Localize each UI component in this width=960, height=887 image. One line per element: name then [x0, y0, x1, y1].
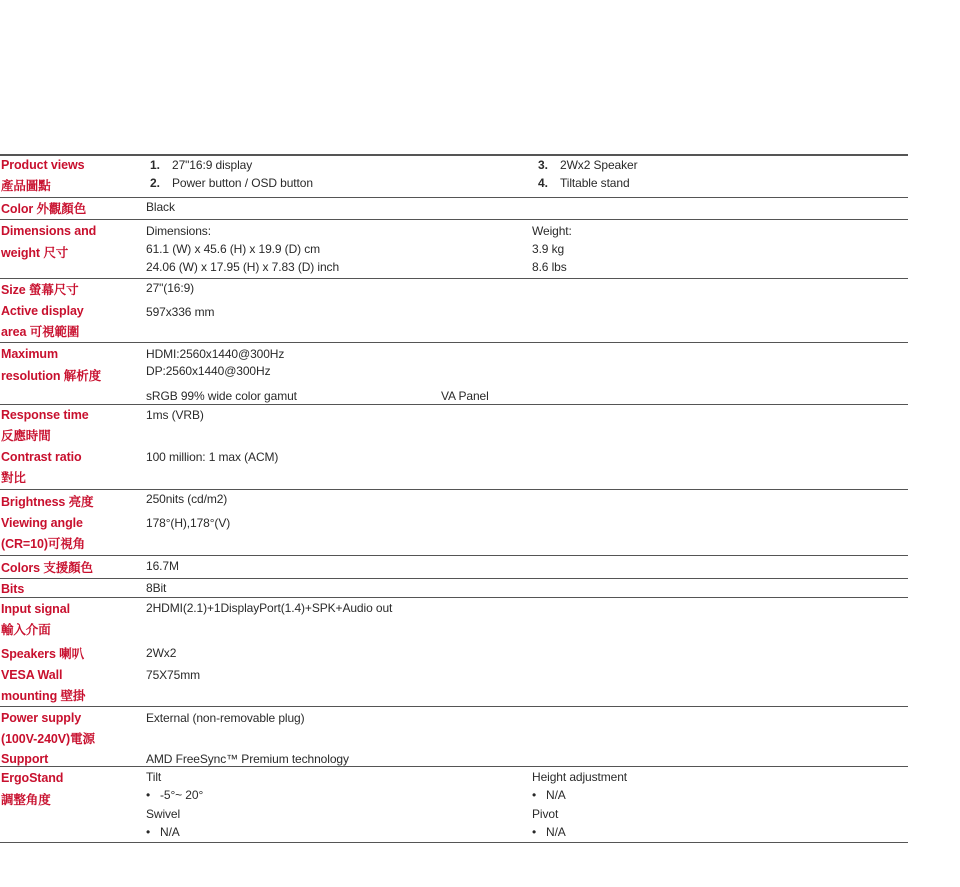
product-views-label-zh: 產品圖點: [1, 179, 51, 193]
weight-kg: 3.9 kg: [532, 242, 565, 256]
pivot-value: [532, 824, 566, 840]
dimensions-inch: 24.06 (W) x 17.95 (H) x 7.83 (D) inch: [146, 260, 340, 274]
pivot-range: N/A: [546, 825, 566, 839]
vesa-label: VESA Wall: [1, 668, 63, 682]
product-view-item-4: [538, 175, 630, 191]
ergostand-label: ErgoStand: [1, 771, 64, 785]
row-divider: [0, 766, 908, 767]
input-signal-label-line2: 輸入介面: [1, 623, 51, 637]
input-signal-value: 2HDMI(2.1)+1DisplayPort(1.4)+SPK+Audio out: [146, 601, 393, 615]
bits-value: 8Bit: [146, 581, 167, 595]
tilt-range: -5°~ 20°: [160, 788, 204, 802]
row-divider: [0, 578, 908, 579]
resolution-label: Maximum: [1, 347, 58, 361]
height-adjustment-heading: Height adjustment: [532, 770, 628, 784]
colors-value: 16.7M: [146, 559, 179, 573]
bits-label: Bits: [1, 582, 25, 596]
viewing-angle-label: Viewing angle: [1, 516, 83, 530]
tilt-value: [146, 787, 203, 803]
color-value: Black: [146, 200, 175, 214]
list-text: 2Wx2 Speaker: [560, 158, 638, 172]
size-label: Size 螢幕尺寸: [1, 283, 79, 297]
bullet: •: [146, 825, 151, 839]
row-divider: [0, 219, 908, 220]
colors-label: Colors 支援顏色: [1, 561, 93, 575]
resolution-label-line2: resolution 解析度: [1, 369, 101, 383]
viewing-angle-label-line2: (CR=10)可視角: [1, 537, 86, 551]
table-bottom-rule: [0, 842, 908, 843]
row-divider: [0, 342, 908, 343]
color-label: Color 外觀顏色: [1, 202, 87, 216]
row-divider: [0, 555, 908, 556]
response-time-value: 1ms (VRB): [146, 408, 204, 422]
brightness-label: Brightness 亮度: [1, 495, 94, 509]
resolution-dp: DP:2560x1440@300Hz: [146, 364, 271, 378]
product-view-item-3: [538, 157, 638, 173]
row-divider: [0, 489, 908, 490]
list-text: 27"16:9 display: [172, 158, 253, 172]
swivel-heading: Swivel: [146, 807, 181, 821]
product-view-item-2: [150, 175, 313, 191]
color-gamut: sRGB 99% wide color gamut: [146, 389, 297, 403]
list-number: 3.: [538, 158, 548, 172]
dimensions-label: Dimensions and: [1, 224, 97, 238]
bullet: •: [146, 788, 151, 802]
input-signal-label: Input signal: [1, 602, 70, 616]
row-divider: [0, 197, 908, 198]
height-adjustment-value: [532, 787, 566, 803]
weight-lbs: 8.6 lbs: [532, 260, 567, 274]
pivot-heading: Pivot: [532, 807, 559, 821]
dimensions-cm: 61.1 (W) x 45.6 (H) x 19.9 (D) cm: [146, 242, 321, 256]
bullet: •: [532, 825, 537, 839]
row-divider: [0, 404, 908, 405]
support-label: Support: [1, 752, 49, 766]
list-number: 2.: [150, 176, 160, 190]
resolution-hdmi: HDMI:2560x1440@300Hz: [146, 347, 285, 361]
active-area-label-line2: area 可視範圍: [1, 325, 80, 339]
support-value: AMD FreeSync™ Premium technology: [146, 752, 349, 766]
active-area-value: 597x336 mm: [146, 305, 215, 319]
list-number: 1.: [150, 158, 160, 172]
bullet: •: [532, 788, 537, 802]
table-top-rule: [0, 154, 908, 156]
dimensions-heading: Dimensions:: [146, 224, 211, 238]
product-view-item-1: [150, 157, 252, 173]
list-number: 4.: [538, 176, 548, 190]
power-supply-label-line2: (100V-240V)電源: [1, 732, 95, 746]
contrast-label: Contrast ratio: [1, 450, 82, 464]
brightness-value: 250nits (cd/m2): [146, 492, 228, 506]
list-text: Power button / OSD button: [172, 176, 313, 190]
response-time-label: Response time: [1, 408, 89, 422]
product-views-label: Product views: [1, 158, 85, 172]
active-area-label: Active display: [1, 304, 84, 318]
power-supply-label: Power supply: [1, 711, 82, 725]
height-range: N/A: [546, 788, 566, 802]
row-divider: [0, 706, 908, 707]
size-value: 27"(16:9): [146, 281, 195, 295]
speakers-value: 2Wx2: [146, 646, 177, 660]
row-divider: [0, 597, 908, 598]
row-divider: [0, 278, 908, 279]
weight-heading: Weight:: [532, 224, 572, 238]
swivel-range: N/A: [160, 825, 180, 839]
vesa-value: 75X75mm: [146, 668, 200, 682]
tilt-heading: Tilt: [146, 770, 162, 784]
vesa-label-line2: mounting 壁掛: [1, 689, 86, 703]
power-supply-value: External (non-removable plug): [146, 711, 305, 725]
response-time-label-line2: 反應時間: [1, 429, 51, 443]
swivel-value: [146, 824, 180, 840]
list-text: Tiltable stand: [560, 176, 630, 190]
contrast-label-line2: 對比: [1, 471, 26, 485]
speakers-label: Speakers 喇叭: [1, 647, 84, 661]
dimensions-label-line2: weight 尺寸: [1, 246, 69, 260]
ergostand-label-line2: 調整角度: [1, 793, 51, 807]
panel-type: VA Panel: [441, 389, 489, 403]
contrast-value: 100 million: 1 max (ACM): [146, 450, 279, 464]
viewing-angle-value: 178°(H),178°(V): [146, 516, 231, 530]
